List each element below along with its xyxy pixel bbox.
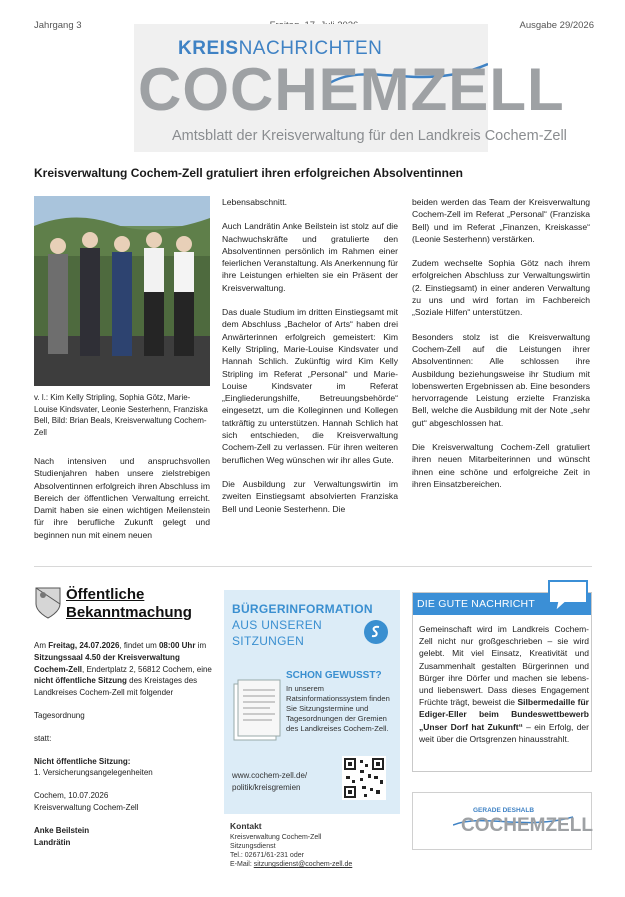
kontakt-email-link[interactable]: sitzungsdienst@cochem-zell.de: [253, 861, 353, 868]
article-headline: Kreisverwaltung Cochem-Zell gratuliert ihren erfolgreichen Absolventinnen: [34, 166, 463, 180]
kontakt-block: [230, 822, 352, 869]
kontakt-line: Sitzungsdienst: [230, 843, 276, 850]
article-column-2: [222, 196, 398, 527]
paragraph: Besonders stolz ist die Kreisverwaltung Cochem-Zell auf die Leistungen ihrer Absolventinnen: Alle schlossen ihre Ausbildung beziehungsweise ihr Studium mit lobenswerten Ergebnissen ab. Eine besonders hervorragende Leistung erzielte Franziska Bell, welche die Ausbildung mit der Note „sehr gut“ abgeschlossen hat.: [412, 331, 590, 428]
speech-bubble-icon: [545, 579, 591, 615]
paragraph: Lebensabschnitt.: [222, 197, 287, 207]
gute-nachricht-title: DIE GUTE NACHRICHT: [417, 598, 535, 610]
gute-nachricht-text: Gemeinschaft wird im Landkreis Cochem-Zell nicht nur großgeschrieben – sie wird gelebt. Mit viel Einsatz, Kreativität und Zusammenhalt gestalten Bürgerinnen und Bürger ihre Dörfer und machen sie lebens- und liebenswert. Dass dieses Engagement Früchte trägt, beweist die Silbermedaille für Ediger-Eller beim Bundeswettbewerb „Unser Dorf hat Zukunft“ – ein Erfolg, der weit über die Ortsgrenzen hinausstrahlt.: [419, 624, 589, 744]
masthead-kreisnachrichten: KREISNACHRICHTEN: [178, 38, 383, 59]
ratsinfo-logo-icon: [364, 620, 388, 644]
buerger-subtitle: SITZUNGEN: [232, 634, 305, 648]
paragraph: Das duale Studium im dritten Einstiegsamt mit dem Abschluss „Bachelor of Arts“ haben drei Anwärterinnen erfolgreich gemeistert: Kim Kelly Stripling, Marie-Louise Kindsvater und Hannah Schlich. Zukünftig wird Kim Kelly Stripling im Referat „Personal“ und Marie-Louise Kindsvater im Referat „Eingliederungshilfe, Betreuungsbehörde“ eingesetzt, um die Kolleginnen und Kollegen tatkräftig zu unterstützen. Hannah Schlich hat sich entschieden, die Kreisverwaltung Cochem-Zell zu verlassen. Für ihren weiteren beruflichen Weg wünschen wir ihr alles Gute.: [222, 307, 398, 465]
signature: Anke Beilstein Landrätin: [34, 825, 90, 847]
bekanntmachung-intro: Am Freitag, 24.07.2026, findet um 08:00 Uhr im Sitzungssaal 4.50 der Kreisverwaltung Cochem-Zell, Endertplatz 2, 56812 Cochem, eine nicht öffentliche Sitzung des Kreistages des Landkreises Cochem-Zell mit folgender: [34, 641, 212, 698]
buergerinformation-box: [224, 590, 400, 814]
masthead-title: COCHEMZELL: [138, 56, 565, 123]
documents-icon: [230, 674, 282, 744]
article-column-3: [412, 196, 590, 502]
kontakt-title: Kontakt: [230, 821, 262, 831]
statt-label: statt:: [34, 733, 52, 743]
photo-caption: v. l.: Kim Kelly Stripling, Sophia Götz, Marie-Louise Kindsvater, Leonie Sesterhenn, Franziska Bell, Bild: Brian Beals, Kreisverwaltung Cochem-Zell: [34, 393, 208, 437]
kontakt-line: Kreisverwaltung Cochem-Zell: [230, 834, 322, 841]
coat-of-arms-icon: [34, 586, 62, 620]
agenda: Nicht öffentliche Sitzung: 1. Versicherungsangelegenheiten: [34, 756, 153, 778]
masthead-subtitle: Amtsblatt der Kreisverwaltung für den Landkreis Cochem-Zell: [172, 128, 567, 144]
paragraph: beiden werden das Team der Kreisverwaltung Cochem-Zell im Referat „Personal“ (Franziska Bell) und im Referat „Finanzen, Kreiskasse“ (Leonie Sesterhenn) verstärken.: [412, 197, 590, 244]
masthead-logo: [138, 24, 567, 154]
paragraph: Zudem wechselte Sophia Götz nach ihrem erfolgreichen Abschluss zur Verwaltungswirtin (2. Einstiegsamt) in einer anderen Verwaltung zu uns und wird fortan im Fachbereich „Soziale Hilfen“ unterstützen.: [412, 258, 590, 318]
kontakt-phone: Tel.: 02671/61-231 oder: [230, 852, 304, 859]
ratsinfo-link[interactable]: www.cochem-zell.de/ politik/kreisgremien: [232, 771, 308, 792]
buerger-title: BÜRGERINFORMATION: [232, 602, 373, 616]
footer-slogan: GERADE DESHALB: [473, 807, 535, 814]
paragraph: Die Kreisverwaltung Cochem-Zell gratuliert ihren neuen Mitarbeiterinnen und wünscht ihnen eine schöne und erfolgreiche Zeit in ihren Einsatzbereichen.: [412, 442, 590, 489]
gute-nachricht-box: [412, 592, 592, 772]
kontakt-email-line: E-Mail: sitzungsdienst@cochem-zell.de: [230, 861, 353, 868]
oeffentliche-bekanntmachung: [34, 584, 214, 859]
schon-gewusst-text: In unserem Ratsinformationssystem finden Sie Sitzungstermine und Tagesordnungen der Gremien des Landkreises Cochem-Zell.: [286, 684, 390, 733]
buerger-subtitle: AUS UNSEREN: [232, 618, 322, 632]
place-date: Cochem, 10.07.2026 Kreisverwaltung Cochem-Zell: [34, 791, 139, 812]
article-photo: [34, 196, 210, 386]
article-column-1: Nach intensiven und anspruchsvollen Studienjahren haben unsere zielstrebigen Absolventinnen erfolgreich ihren Abschluss im Bereich der öffentlichen Verwaltung erreicht. Damit haben sie einen wichtigen Meilenstein für ihre berufliche Zukunft gelegt und beginnen nun mit einem neuen: [34, 456, 210, 540]
footer-logo-text: COCHEMZELL: [461, 815, 593, 836]
qr-code-icon: [342, 756, 386, 800]
cochem-zell-footer-logo: [412, 792, 592, 850]
bekanntmachung-title: Öffentliche Bekanntmachung: [66, 586, 192, 621]
section-divider: [34, 566, 592, 567]
jahrgang: Jahrgang 3: [34, 20, 82, 31]
schon-gewusst-heading: SCHON GEWUSST?: [286, 670, 382, 681]
tagesordnung-label: Tagesordnung: [34, 710, 85, 720]
paragraph: Auch Landrätin Anke Beilstein ist stolz auf die Nachwuchskräfte und gratulierte den Absolventinnen persönlich im Rahmen einer feierlichen Veranstaltung. Als Anerkennung für ihre Leistungen erhielten sie ein Präsent der Kreisverwaltung.: [222, 221, 398, 293]
paragraph: Die Ausbildung zur Verwaltungswirtin im zweiten Einstiegsamt absolvierten Franziska Bell und Leonie Sesterhenn. Die: [222, 478, 398, 514]
issue-number: Ausgabe 29/2026: [519, 20, 594, 31]
